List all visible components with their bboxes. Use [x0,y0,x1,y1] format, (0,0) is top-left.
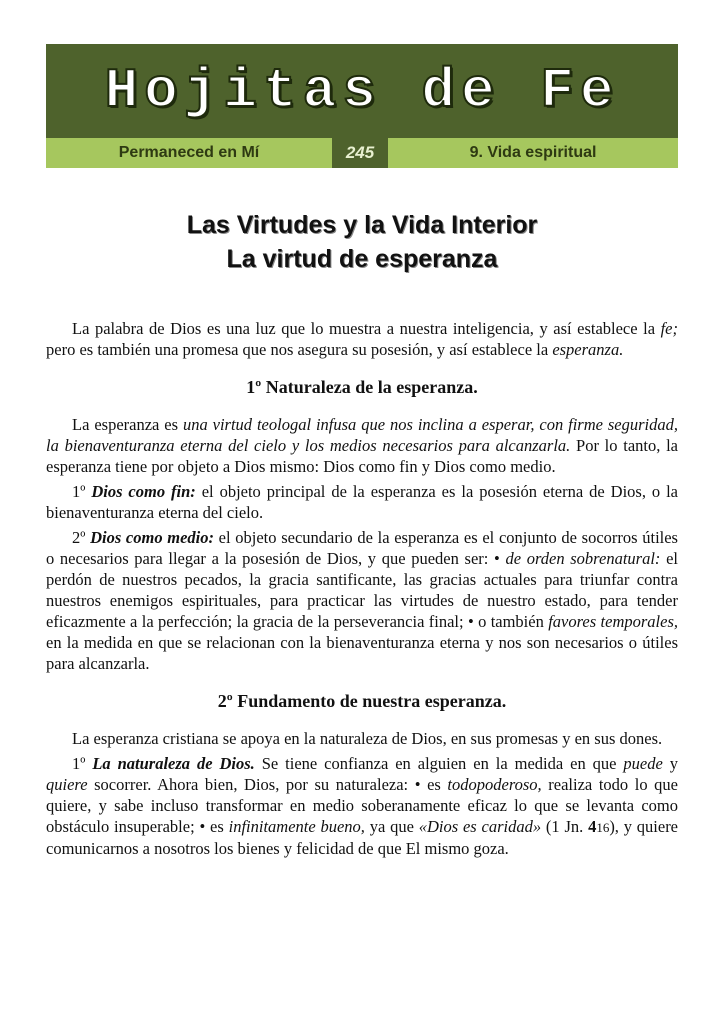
text-run: realiza todo lo que quiere, y sabe incluso transformar en medio soberanamente eficaz lo que se levanta como obstáculo insuperable; • es [46,775,678,836]
text-run: ), y quiere comunicarnos a nosotros los bienes y felicidad de que El mismo goza. [46,817,679,858]
text-run: y [662,754,679,773]
section-label: 9. Vida espiritual [388,138,678,168]
text-run: 2º [72,528,91,547]
series-label: Permaneced en Mí [46,138,332,168]
publication-title: Hojitas de Fe [104,59,620,123]
paragraph: La esperanza cristiana se apoya en la naturaleza de Dios, en sus promesas y en sus dones. [72,729,663,748]
definition-italic: una virtud teologal infusa que nos inclina a esperar, con firme seguridad, la bienaventuranza eterna del cielo y los medios necesarios para alcanzarla. [46,415,678,455]
text-italic: fe; [660,319,678,338]
paragraph [46,753,678,859]
header-banner [46,44,678,138]
text-italic: esperanza. [552,340,624,359]
text-run: el objeto principal de la esperanza es la posesión eterna de Dios, o la bienaventuranza eterna del cielo. [46,482,678,522]
section-heading-2: 2º Fundamento de nuestra esperanza. [217,691,507,711]
text-run: 1º [72,482,92,501]
section-heading-1: 1º Naturaleza de la esperanza. [246,377,478,397]
intro-paragraph [46,318,678,360]
text-italic: quiere [46,775,88,794]
text-run: (1 Jn. [541,817,589,836]
text-run: La esperanza es [72,415,183,434]
subheading-label: Dios como medio: [90,528,214,547]
document-title [46,208,678,276]
paragraph [46,414,678,477]
text-run: Por lo tanto, la esperanza tiene por objeto a Dios mismo: Dios como fin y Dios como medio. [46,436,679,476]
text-run: el objeto secundario de la esperanza es el conjunto de socorros útiles o necesarios para llegar a la posesión de Dios, y que pueden ser: • [46,528,678,568]
text-run: 1º [72,754,93,773]
text-run: socorrer. Ahora bien, Dios, por su naturaleza: • es [87,775,448,794]
article-body [46,318,678,859]
text-run: La palabra de Dios es una luz que lo muestra a nuestra inteligencia, y así establece la [72,319,661,338]
text-run: el perdón de nuestros pecados, la gracia santificante, las gracias actuales para triunfar contra nuestros enemigos espirituales, para practicar las virtudes de nuestro estado, para tender eficazmente a la perfección; la gracia de la perseverancia final; • o también [46,549,678,631]
text-italic: todopoderoso, [447,775,542,794]
quote-italic: «Dios es caridad» [418,817,542,836]
citation-chapter: 4 [588,817,597,836]
text-italic: favores temporales, [548,612,678,631]
text-run: Se tiene confianza en alguien en la medida en que [254,754,624,773]
text-italic: de orden sobrenatural: [505,549,661,568]
subheading-label: Dios como fin: [91,482,196,501]
paragraph [46,481,678,523]
title-line-1: Las Virtudes y la Vida Interior [186,211,538,239]
header [46,44,678,168]
issue-number: 245 [332,138,388,168]
text-run: ya que [364,817,419,836]
paragraph [46,527,678,674]
text-run: pero es también una promesa que nos asegura su posesión, y así establece la [46,340,553,359]
text-run: en la medida en que se relacionan con la bienaventuranza eterna y nos son necesarios o útiles para alcanzarla. [46,633,678,673]
subheading-label: La naturaleza de Dios. [92,754,255,773]
text-italic: puede [623,754,663,773]
header-subbar [46,138,678,168]
title-line-2: La virtud de esperanza [226,245,498,273]
citation-verse: 16 [596,820,610,835]
text-italic: infinitamente bueno, [228,817,365,836]
